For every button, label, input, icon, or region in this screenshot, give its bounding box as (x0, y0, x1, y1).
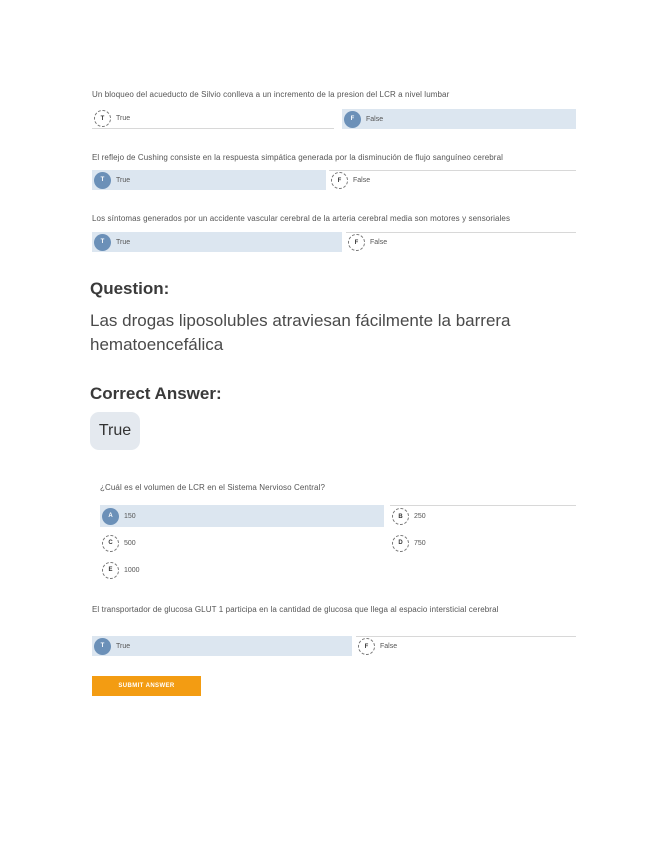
question-3-text: Los síntomas generados por un accidente vascular cerebral de la arteria cerebral media son motores y sensoriales (92, 214, 511, 223)
q4-option-d[interactable] (390, 532, 576, 554)
q3-option-false[interactable] (346, 232, 576, 252)
featured-question-text: Las drogas liposolubles atraviesan fácilmente la barrera hematoencefálica (90, 311, 511, 354)
question-5-text: El transportador de glucosa GLUT 1 participa en la cantidad de glucosa que llega al espacio intersticial cerebral (92, 605, 499, 614)
q5-option-false[interactable] (356, 636, 576, 656)
question-1-text: Un bloqueo del acueducto de Silvio conlleva a un incremento de la presion del LCR a nivel lumbar (92, 90, 450, 99)
q1-option-true[interactable] (92, 109, 334, 129)
q2-option-false-label: False (353, 177, 371, 184)
q4-option-d-badge: D (392, 535, 409, 552)
q4-option-b-badge: B (392, 508, 409, 525)
q4-option-b-label: 250 (414, 513, 426, 520)
q4-option-c-label: 500 (124, 539, 136, 547)
q2-option-true-label: True (116, 176, 131, 184)
question-heading: Question: (90, 279, 170, 298)
q2-option-true[interactable] (92, 170, 326, 190)
question-2-text: El reflejo de Cushing consiste en la respuesta simpática generada por la disminución de flujo sanguíneo cerebral (92, 153, 503, 162)
q4-option-c-badge: C (102, 535, 119, 552)
q4-option-e-label: 1000 (124, 566, 140, 574)
q3-option-false-label: False (370, 239, 388, 246)
q4-option-d-label: 750 (414, 539, 426, 547)
q2-option-false[interactable] (329, 170, 576, 190)
q5-option-true-label: True (116, 642, 131, 650)
q5-option-true-badge: T (94, 638, 111, 655)
question-4-text: ¿Cuál es el volumen de LCR en el Sistema Nervioso Central? (100, 483, 326, 492)
q3-option-true-label: True (116, 238, 131, 246)
q4-option-e[interactable] (100, 559, 384, 581)
q4-option-e-badge: E (102, 562, 119, 579)
q1-option-false[interactable] (342, 109, 576, 129)
q3-option-true-badge: T (94, 234, 111, 251)
q4-option-c[interactable] (100, 532, 384, 554)
q1-option-false-badge: F (344, 111, 361, 128)
q2-option-true-badge: T (94, 172, 111, 189)
q1-option-false-label: False (366, 115, 384, 123)
q2-option-false-badge: F (331, 172, 348, 189)
q5-option-true[interactable] (92, 636, 352, 656)
q4-option-a-badge: A (102, 508, 119, 525)
q3-option-false-badge: F (348, 234, 365, 251)
q4-option-b[interactable] (390, 505, 576, 527)
correct-answer-heading: Correct Answer: (90, 384, 222, 403)
q1-option-true-label: True (116, 115, 131, 122)
q4-option-a-label: 150 (124, 512, 136, 520)
submit-answer-button[interactable]: SUBMIT ANSWER (92, 676, 201, 696)
correct-answer-value: True (90, 412, 140, 450)
q1-option-true-badge: T (94, 110, 111, 127)
q5-option-false-label: False (380, 643, 398, 650)
q4-option-a[interactable] (100, 505, 384, 527)
q3-option-true[interactable] (92, 232, 342, 252)
q5-option-false-badge: F (358, 638, 375, 655)
